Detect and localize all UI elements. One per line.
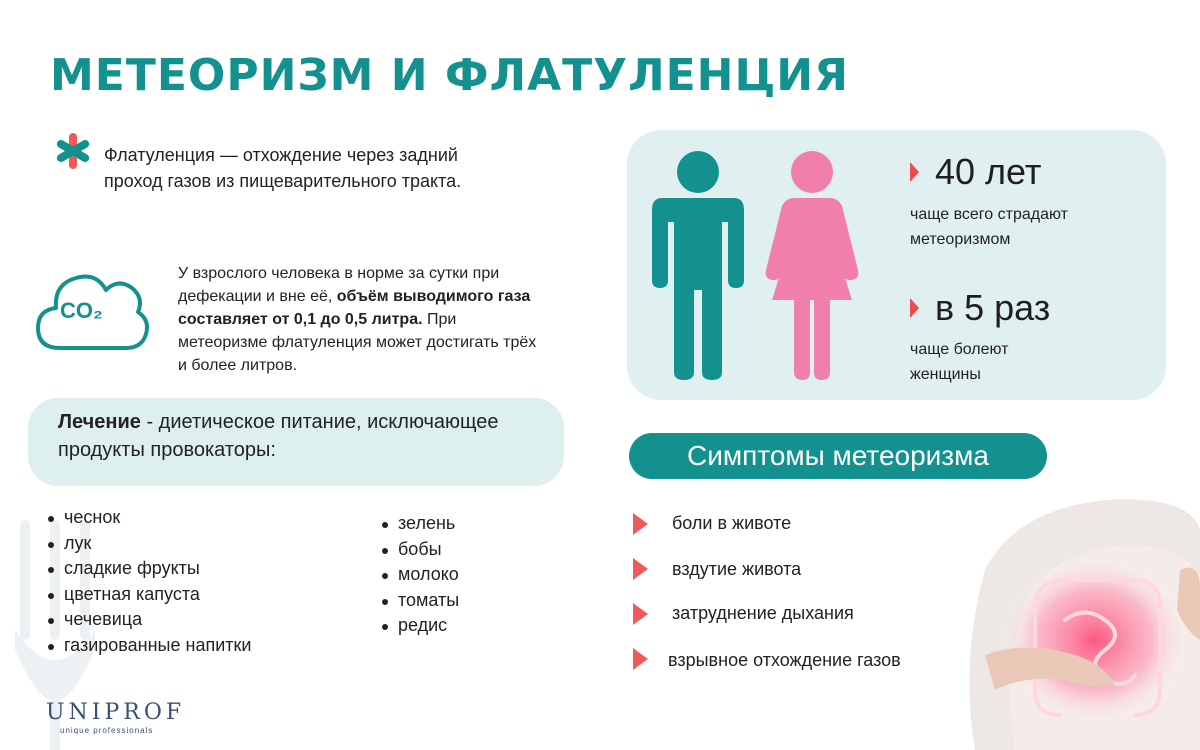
list-item: томаты xyxy=(380,588,459,614)
asterisk-icon xyxy=(52,130,94,172)
list-item: редис xyxy=(380,613,459,639)
abdomen-illustration xyxy=(955,490,1200,750)
symptom-arrow-icon xyxy=(633,558,648,580)
treatment-desc: - диетическое питание, исключающее продукты провокаторы: xyxy=(58,411,499,461)
stat-arrow-icon xyxy=(910,298,919,318)
treatment-term: Лечение xyxy=(58,411,141,433)
stat-value-age: 40 лет xyxy=(935,151,1042,192)
brand-logo: UNIPROF xyxy=(46,700,186,725)
list-item: лук xyxy=(46,531,251,557)
stat-caption-age-1: чаще всего страдают xyxy=(910,206,1068,223)
list-item: зелень xyxy=(380,511,459,537)
symptom-arrow-icon xyxy=(633,513,648,535)
stat-arrow-icon xyxy=(910,162,919,182)
food-list-1 xyxy=(46,505,251,658)
definition-text: — отхождение через задний проход газов из пищеварительного тракта. xyxy=(104,145,462,191)
symptom-arrow-icon xyxy=(633,648,648,670)
man-icon xyxy=(648,150,748,380)
symptom-item: взрывное отхождение газов xyxy=(668,650,901,670)
list-item: молоко xyxy=(380,562,459,588)
symptom-item: затруднение дыхания xyxy=(672,603,854,623)
symptom-item: вздутие живота xyxy=(672,559,802,579)
norm-text-2: При метеоризме флатуленция может достигать трёх и более литров. xyxy=(178,311,537,374)
stat-value-ratio: в 5 раз xyxy=(935,287,1051,328)
page-title: МЕТЕОРИЗМ И ФЛАТУЛЕНЦИЯ xyxy=(50,50,850,101)
symptom-arrow-icon xyxy=(633,603,648,625)
co2-label: CO₂ xyxy=(60,298,103,323)
stat-caption-age-2: метеоризмом xyxy=(910,231,1011,248)
list-item: сладкие фрукты xyxy=(46,556,251,582)
list-item: цветная капуста xyxy=(46,582,251,608)
norm-bold: объём выводимого газа составляет от 0,1 до 0,5 литра. xyxy=(178,288,531,328)
flatulence-definition xyxy=(104,142,464,194)
food-list-2 xyxy=(380,511,459,639)
woman-icon xyxy=(762,150,862,380)
symptom-item: боли в животе xyxy=(672,513,792,533)
list-item: чеснок xyxy=(46,505,251,531)
stat-caption-ratio-1: чаще болеют xyxy=(910,341,1009,358)
norm-text-1: У взрослого человека в норме за сутки при дефекации и вне её, xyxy=(178,265,500,305)
list-item: газированные напитки xyxy=(46,633,251,659)
list-item: бобы xyxy=(380,537,459,563)
gas-norm-text xyxy=(178,262,548,377)
stat-caption-ratio-2: женщины xyxy=(910,366,981,383)
symptoms-title: Симптомы метеоризма xyxy=(687,440,989,471)
definition-term: Флатуленция xyxy=(104,145,215,165)
brand-tagline: unique professionals xyxy=(60,726,154,735)
treatment-text xyxy=(58,408,518,464)
list-item: чечевица xyxy=(46,607,251,633)
